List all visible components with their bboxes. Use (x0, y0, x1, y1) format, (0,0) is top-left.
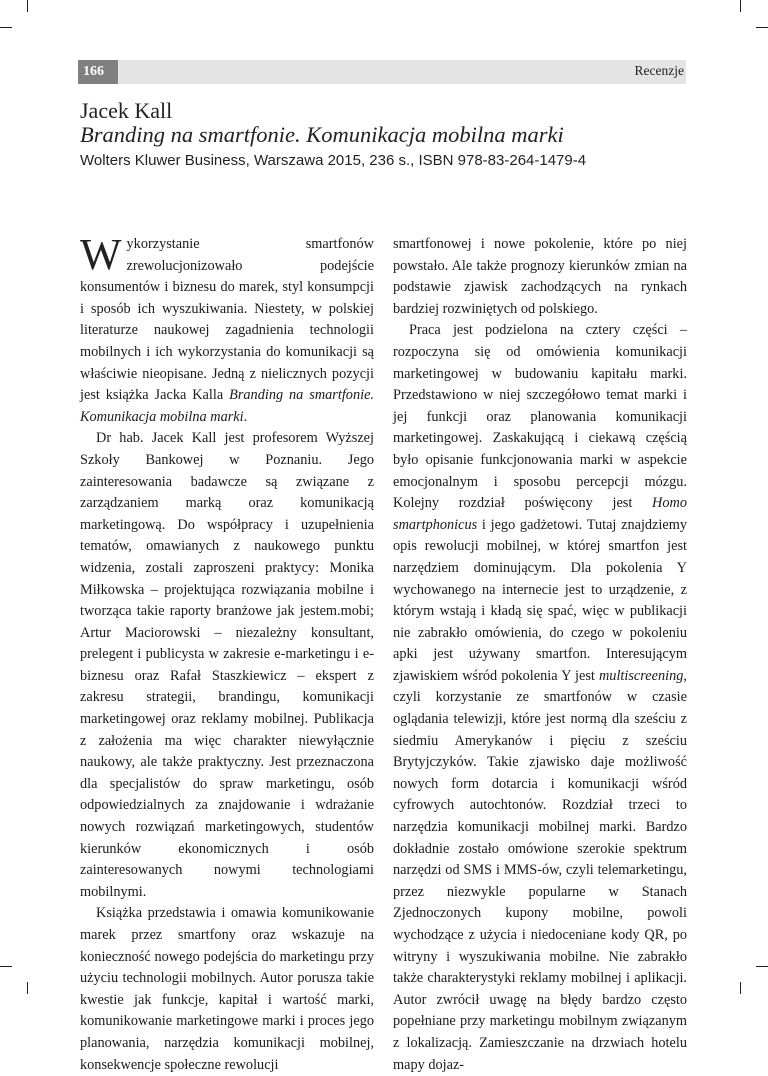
running-header (78, 60, 686, 84)
crop-mark (740, 0, 741, 12)
book-author: Jacek Kall (80, 98, 173, 123)
paragraph: Dr hab. Jacek Kall jest profesorem Wyższej Szkoły Bankowej w Poznaniu. Jego zainteresowania badawcze są związane z zarządzaniem marką oraz komunikacją marketingową. Do współpracy i uzupełnienia tematów, omawianych z naukowego punktu widzenia, zostali zaproszeni praktycy: Monika Miłkowska – projektująca rozwiązania mobilne i tworząca takie raporty branżowe jak jestem.mobi; Artur Maciorowski – niezależny konsultant, prelegent i publicysta w zakresie e-marketingu i e-biznesu oraz Rafał Staszkiewicz – ekspert z zakresu strategii, brandingu, komunikacji marketingowej oraz reklamy mobilnej. Publikacja z założenia ma więc charakter niewyłącznie naukowy, ale także praktyczny. Jest przeznaczona dla specjalistów do spraw marketingu, osób odpowiedzialnych za znajdowanie i wdrażanie nowych rozwiązań marketingowych, studentów kierunków ekonomicznych i osób zainteresowanych nowymi technologiami mobilnymi. (80, 430, 374, 900)
crop-mark (27, 982, 28, 994)
crop-mark (756, 27, 768, 28)
text-run: Praca jest podzielona na cztery części – rozpoczyna się od omówienia komunikacji marketingowej w budowaniu kapitału marki. Przedstawiono w niej szczegółowo temat marki i jej funkcji oraz planowania komunikacji marketingowej. Zaskakującą i ciekawą częścią było opisanie funkcjonowania marki w aspekcie emocjonalnym i sposobu percepcji mózgu. Kolejny rozdział poświęcony jest (393, 322, 687, 512)
paragraph: Książka przedstawia i omawia komunikowanie marek przez smartfony oraz wskazuje na konieczność nowego podejścia do marketingu przy użyciu technologii mobilnych. Autor porusza takie kwestie jak funkcje, kapitał i wartość marki, komunikowanie marketingowe marki i proces jego planowania, narzędzia komunikacji mobilnej, konsekwencje społeczne rewolucji (80, 905, 374, 1073)
text-run: ykorzystanie smartfonów zrewolucjonizowało podejście konsumentów i biznesu do marek, styl konsumpcji i sposób ich wyszukiwania. Niestety, w polskiej literaturze naukowej zagadnienia technologii mobilnych i ich wykorzystania do komunikacji są właściwie nieopisane. Jedną z nielicznych pozycji jest książka Jacka Kalla (80, 236, 374, 404)
crop-mark (0, 966, 12, 967)
right-column (393, 234, 687, 1076)
paragraph (80, 230, 374, 428)
paragraph (393, 320, 687, 1076)
crop-mark (740, 982, 741, 994)
page-number: 166 (78, 60, 118, 84)
text-run: i jego gadżetowi. Tutaj znajdziemy opis rewolucji mobilnej, w której smartfon jest narzędziem dominującym. Dla pokolenia Y wychowanego na internecie jest to urządzenie, z którym wstają i kładą się spać, więc w publikacji nie zabrakło omówienia, do czego w pokoleniu apki jest używany smartfon. Interesującym zjawiskiem wśród pokolenia Y jest (393, 516, 687, 684)
crop-mark (27, 0, 28, 12)
crop-mark (756, 966, 768, 967)
paragraph: smartfonowej i nowe pokolenie, które po niej powstało. Ale także prognozy kierunków zmian na podstawie zjawisk zachodzących na rynkach bardziej rozwiniętych od polskiego. (393, 236, 687, 317)
drop-cap: W (80, 230, 122, 279)
text-run: . (243, 408, 248, 425)
left-column (80, 230, 374, 1076)
book-title-inline: Branding na smartfonie. Komunikacja mobilna marki (80, 387, 374, 425)
italic-term: multiscreening (598, 667, 684, 684)
crop-mark (0, 27, 12, 28)
italic-term: Homo smartphonicus (393, 495, 687, 533)
book-title: Branding na smartfonie. Komunikacja mobilna marki (80, 122, 564, 147)
section-title: Recenzje (634, 63, 684, 78)
text-run: , czyli korzystanie ze smartfonów w czasie oglądania telewizji, które jest normą dla sześciu z siedmiu Amerykanów i pięciu z sześciu Brytyjczyków. Takie zjawisko daje możliwość nowych form dotarcia i komunikacji wśród cyfrowych autochtonów. Rozdział trzeci to narzędzia komunikacji mobilnej marki. Bardzo dokładnie zostało omówione szerokie spektrum narzędzi od SMS i MMS-ów, czyli telemarketingu, przez niezwykle popularne w Stanach Zjednoczonych kupony mobilne, powoli wychodzące z użycia i niedoceniane kody QR, po witryny i wyszukiwania mobilne. Nie zabrakło także charakterystyki reklamy mobilnej i aplikacji. Autor zwrócił uwagę na błędy bardzo często popełniane przy marketingu mobilnym związanym z lokalizacją. Zamieszczanie na drzwiach hotelu mapy dojaz- (393, 667, 687, 1073)
publication-details: Wolters Kluwer Business, Warszawa 2015, 236 s., ISBN 978-83-264-1479-4 (80, 152, 587, 169)
